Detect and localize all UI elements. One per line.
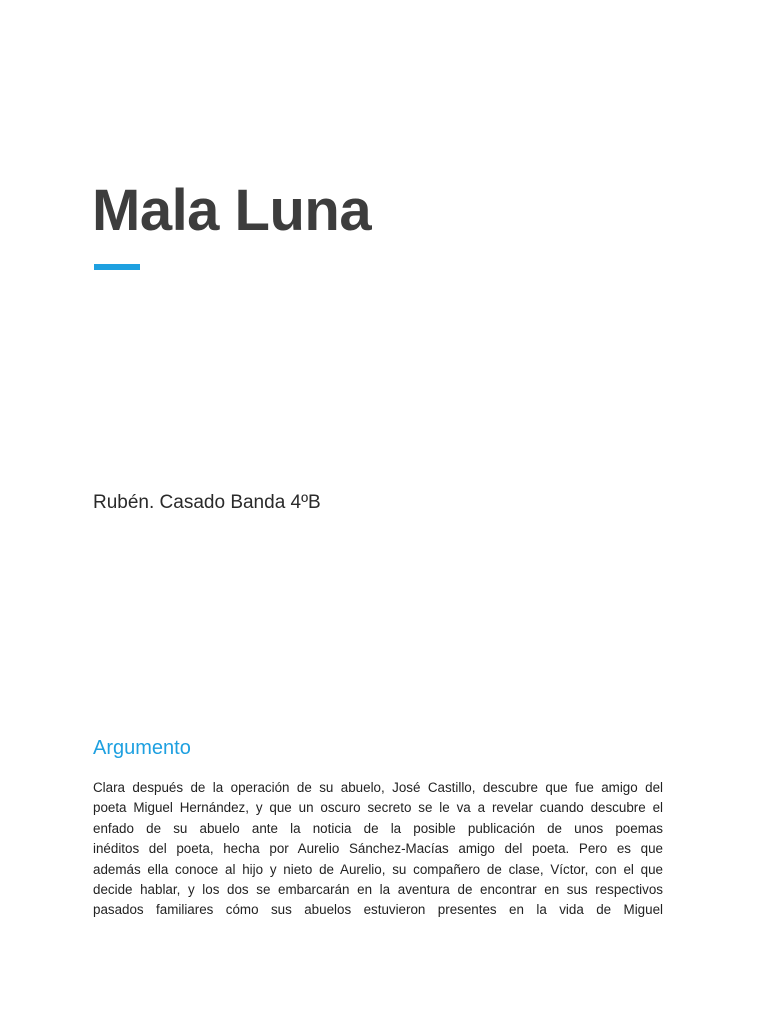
body-line: decide hablar, y los dos se embarcarán en la aventura de encontrar en sus respectivos bbox=[93, 882, 663, 898]
body-line: además ella conoce al hijo y nieto de Aurelio, su compañero de clase, Víctor, con el que bbox=[93, 861, 663, 877]
body-line: poeta Miguel Hernández, y que un oscuro secreto se le va a revelar cuando descubre el bbox=[93, 800, 663, 816]
section-body bbox=[93, 778, 663, 921]
title-accent-bar bbox=[94, 264, 140, 270]
section-heading-argumento: Argumento bbox=[93, 737, 191, 759]
body-line: pasados familiares cómo sus abuelos estuvieron presentes en la vida de Miguel bbox=[93, 902, 663, 918]
body-line: inéditos del poeta, hecha por Aurelio Sánchez-Macías amigo del poeta. Pero es que bbox=[93, 841, 663, 857]
body-line: enfado de su abuelo ante la noticia de la posible publicación de unos poemas bbox=[93, 820, 663, 836]
author-line: Rubén. Casado Banda 4ºB bbox=[93, 492, 321, 513]
document-title: Mala Luna bbox=[92, 178, 372, 243]
body-line: Clara después de la operación de su abuelo, José Castillo, descubre que fue amigo del bbox=[93, 780, 663, 795]
